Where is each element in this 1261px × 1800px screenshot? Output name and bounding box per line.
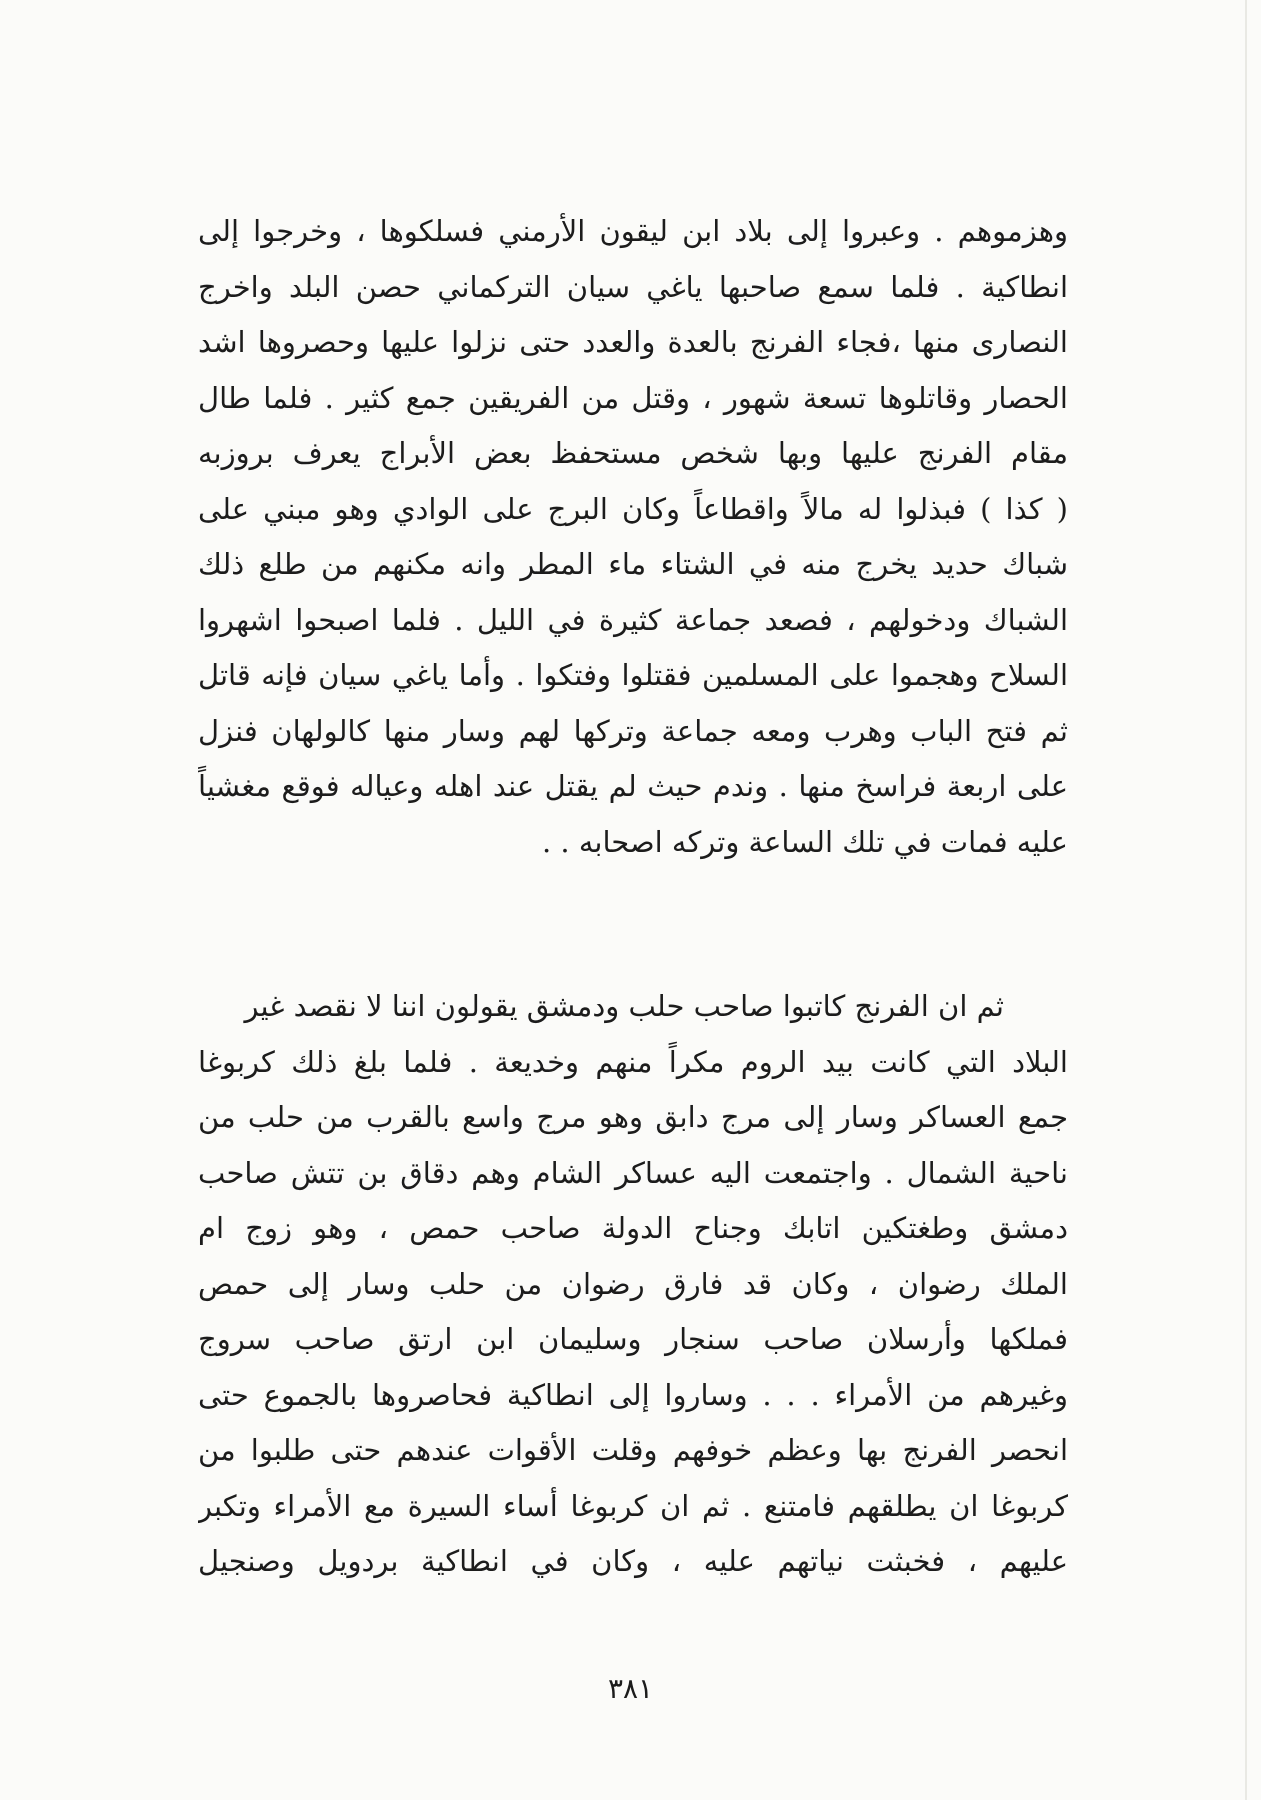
- text-line: ( كذا ) فبذلوا له مالاً واقطاعاً وكان البرج على الوادي وهو مبني على: [198, 491, 1068, 526]
- page-number: ٣٨١: [607, 1672, 654, 1705]
- text-line: ثم ان الفرنج كاتبوا صاحب حلب ودمشق يقولون اننا لا نقصد غير: [244, 989, 1004, 1023]
- text-line: دمشق وطغتكين اتابك وجناح الدولة صاحب حمص ، وهو زوج ام: [198, 1211, 1068, 1245]
- text-line: مقام الفرنج عليها وبها شخص مستحفظ بعض الأبراج يعرف بروزبه: [198, 436, 1068, 470]
- text-line: على اربعة فراسخ منها . وندم حيث لم يقتل عند اهله وعياله فوقع مغشياً: [198, 769, 1068, 803]
- text-line: وغيرهم من الأمراء . . . وساروا إلى انطاكية فحاصروها بالجموع حتى: [198, 1377, 1068, 1412]
- text-line: الحصار وقاتلوها تسعة شهور ، وقتل من الفريقين جمع كثير . فلما طال: [198, 380, 1068, 415]
- text-line: الشباك ودخولهم ، فصعد جماعة كثيرة في الليل . فلما اصبحوا اشهروا: [198, 602, 1068, 637]
- paragraph-2: [198, 979, 1068, 1590]
- text-line: السلاح وهجموا على المسلمين فقتلوا وفتكوا . وأما ياغي سيان فإنه قاتل: [198, 658, 1068, 692]
- text-line: فملكها وأرسلان صاحب سنجار وسليمان ابن ارتق صاحب سروج: [198, 1322, 1068, 1356]
- text-line: جمع العساكر وسار إلى مرج دابق وهو مرج واسع بالقرب من حلب من: [198, 1100, 1068, 1134]
- text-line: انحصر الفرنج بها وعظم خوفهم وقلت الأقوات عندهم حتى طلبوا من: [198, 1433, 1068, 1467]
- text-line: النصارى منها ،فجاء الفرنج بالعدة والعدد حتى نزلوا عليها وحصروها اشد: [198, 325, 1068, 359]
- text-line: ناحية الشمال . واجتمعت اليه عساكر الشام وهم دقاق بن تتش صاحب: [198, 1155, 1068, 1190]
- text-line: ثم فتح الباب وهرب ومعه جماعة وتركها لهم وسار منها كالولهان فنزل: [198, 713, 1068, 748]
- text-line: الملك رضوان ، وكان قد فارق رضوان من حلب وسار إلى حمص: [198, 1266, 1068, 1301]
- text-line: وهزموهم . وعبروا إلى بلاد ابن ليقون الأرمني فسلكوها ، وخرجوا إلى: [198, 214, 1068, 248]
- text-line: البلاد التي كانت بيد الروم مكراً منهم وخديعة . فلما بلغ ذلك كربوغا: [198, 1044, 1068, 1079]
- text-line: عليهم ، فخبثت نياتهم عليه ، وكان في انطاكية بردويل وصنجيل: [198, 1544, 1068, 1578]
- text-line: عليه فمات في تلك الساعة وتركه اصحابه . .: [541, 824, 1068, 859]
- text-line: انطاكية . فلما سمع صاحبها ياغي سيان التركماني حصن البلد واخرج: [198, 269, 1068, 304]
- text-line: شباك حديد يخرج منه في الشتاء ماء المطر وانه مكنهم من طلع ذلك: [198, 547, 1068, 581]
- scan-edge: [1245, 0, 1247, 1800]
- paragraph-1: [198, 204, 1068, 870]
- text-line: كربوغا ان يطلقهم فامتنع . ثم ان كربوغا أساء السيرة مع الأمراء وتكبر: [198, 1488, 1068, 1523]
